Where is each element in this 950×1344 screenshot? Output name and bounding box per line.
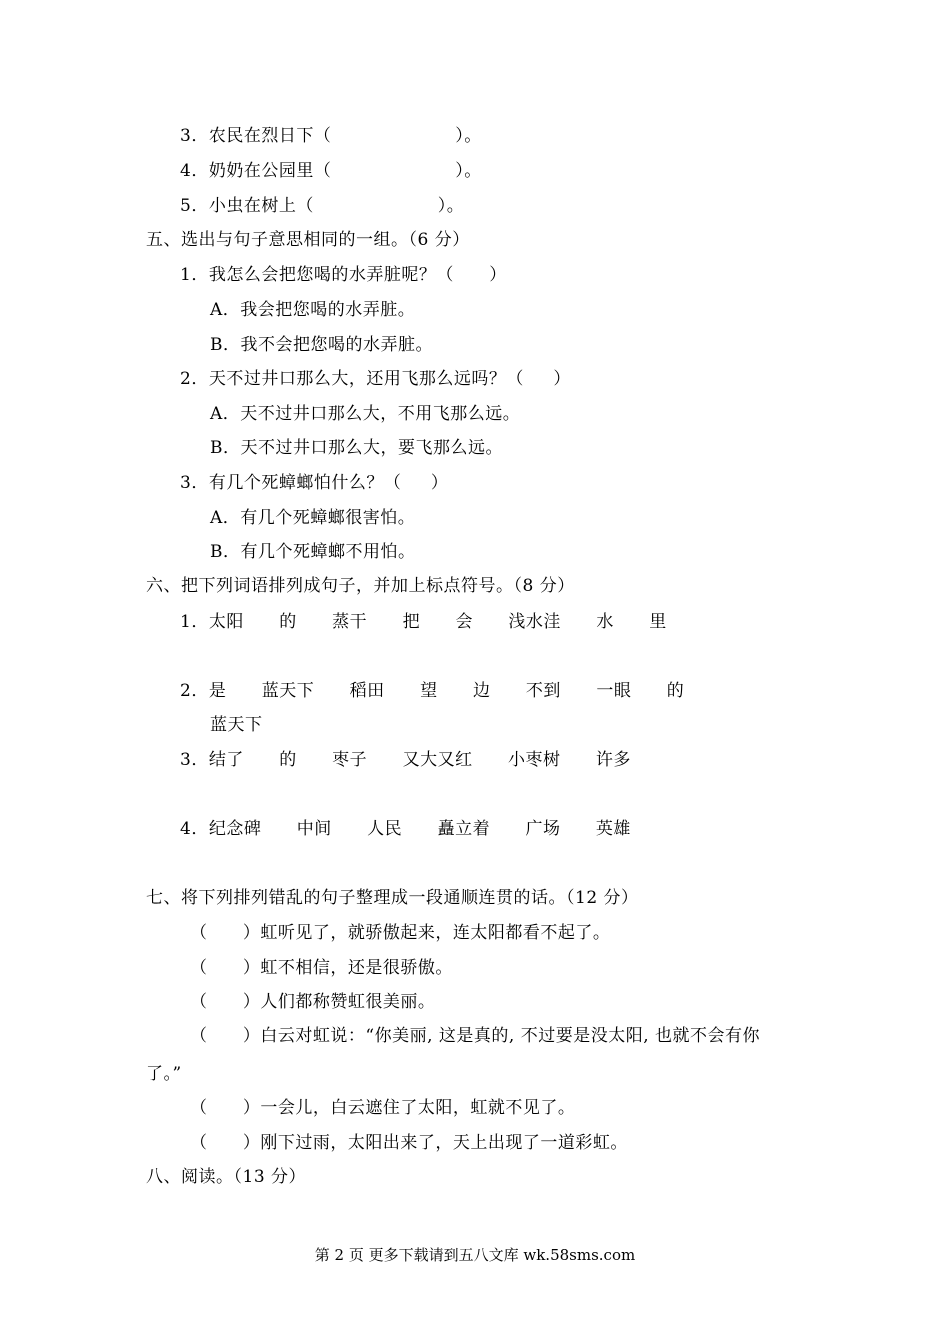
section7-sentence-3: （ ）人们都称赞虹很美丽。 <box>190 992 436 1012</box>
section4-question-5: 5．小虫在树上（ ）。 <box>180 196 465 216</box>
section5-question-2: 2．天不过井口那么大，还用飞那么远吗？（ ） <box>180 369 571 389</box>
section7-sentence-5: （ ）一会儿，白云遮住了太阳，虹就不见了。 <box>190 1098 576 1118</box>
section7-sentence-6: （ ）刚下过雨，太阳出来了，天上出现了一道彩虹。 <box>190 1133 628 1153</box>
section6-question-4: 4．纪念碑 中间 人民 矗立着 广场 英雄 <box>180 819 631 839</box>
section5-question-3: 3．有几个死蟑螂怕什么？（ ） <box>180 473 449 493</box>
section7-sentence-2: （ ）虹不相信，还是很骄傲。 <box>190 958 453 978</box>
section5-q3-option-a: A．有几个死蟑螂很害怕。 <box>210 508 416 528</box>
section5-q2-option-a: A．天不过井口那么大，不用飞那么远。 <box>210 404 521 424</box>
section5-q1-option-a: A．我会把您喝的水弄脏。 <box>210 300 416 320</box>
page-footer: 第 2 页 更多下载请到五八文库 wk.58sms.com <box>314 1246 636 1264</box>
section6-question-1: 1．太阳 的 蒸干 把 会 浅水洼 水 里 <box>180 612 667 632</box>
section5-title: 五、选出与句子意思相同的一组。（6 分） <box>146 230 470 250</box>
section7-sentence-4: （ ）白云对虹说：“你美丽, 这是真的, 不过要是没太阳, 也就不会有你 <box>190 1026 761 1046</box>
section7-title: 七、将下列排列错乱的句子整理成一段通顺连贯的话。（12 分） <box>146 888 639 908</box>
section6-question-2-continued: 蓝天下 <box>210 715 263 735</box>
section6-question-2: 2．是 蓝天下 稻田 望 边 不到 一眼 的 <box>180 681 685 701</box>
section4-question-3: 3．农民在烈日下（ ）。 <box>180 126 482 146</box>
section5-q3-option-b: B．有几个死蟑螂不用怕。 <box>210 542 416 562</box>
section5-question-1: 1．我怎么会把您喝的水弄脏呢？（ ） <box>180 265 507 285</box>
section7-sentence-1: （ ）虹听见了，就骄傲起来，连太阳都看不起了。 <box>190 923 611 943</box>
section4-question-4: 4．奶奶在公园里（ ）。 <box>180 161 482 181</box>
section5-q1-option-b: B．我不会把您喝的水弄脏。 <box>210 335 433 355</box>
section8-title: 八、阅读。（13 分） <box>146 1167 307 1187</box>
section6-question-3: 3．结了 的 枣子 又大又红 小枣树 许多 <box>180 750 631 770</box>
section7-sentence-4-continued: 了。” <box>146 1064 182 1084</box>
section6-title: 六、把下列词语排列成句子，并加上标点符号。（8 分） <box>146 576 575 596</box>
section5-q2-option-b: B．天不过井口那么大，要飞那么远。 <box>210 438 503 458</box>
